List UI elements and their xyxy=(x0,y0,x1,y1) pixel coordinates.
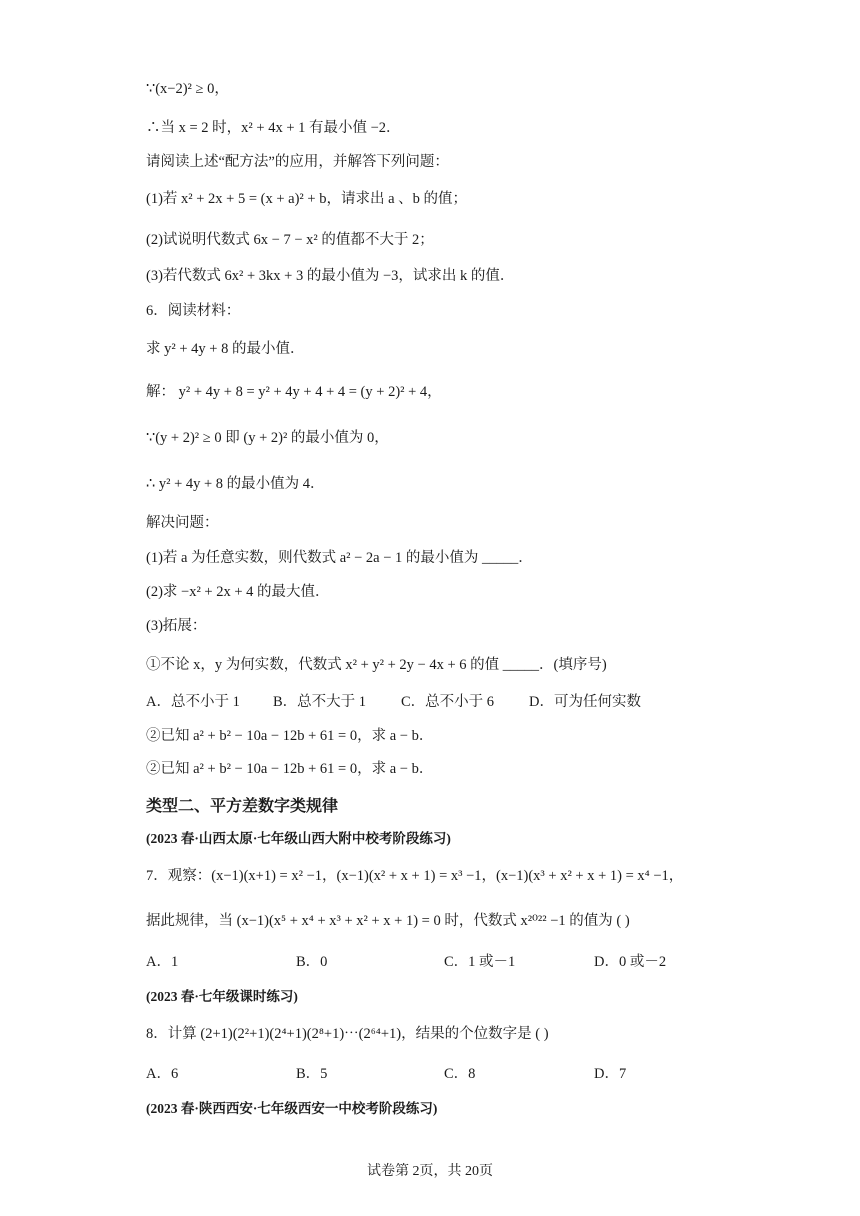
text-line: 请阅读上述“配方法”的应用，并解答下列问题： xyxy=(146,154,449,170)
choice-c: C．8 xyxy=(444,1066,476,1082)
choice-b: B．0 xyxy=(296,954,328,970)
text-line: ∵(x−2)² ≥ 0， xyxy=(146,81,229,97)
question-part-1: (1)若 x² + 2x + 5 = (x + a)² + b，请求出 a 、b 的值； xyxy=(146,191,468,207)
choice-d: D．7 xyxy=(594,1066,627,1082)
question-8-text: 8．计算 (2+1)(2²+1)(2⁴+1)(2⁸+1)⋯(2⁶⁴+1)，结果的个位数字是 ( ) xyxy=(146,1026,549,1042)
question-part-3: (3)拓展： xyxy=(146,618,207,634)
text-line: ∴当 x = 2 时，x² + 4x + 1 有最小值 −2． xyxy=(146,120,401,136)
text-line: 求 y² + 4y + 8 的最小值． xyxy=(146,341,305,357)
question-7-text: 据此规律，当 (x−1)(x⁵ + x⁴ + x³ + x² + x + 1) = 0 时，代数式 x²⁰²² −1 的值为 ( ) xyxy=(146,913,630,929)
choice-a: A．1 xyxy=(146,954,179,970)
page-footer: 试卷第 2页，共 20页 xyxy=(367,1164,493,1179)
question-part-1: (1)若 a 为任意实数，则代数式 a² − 2a − 1 的最小值为 _____． xyxy=(146,550,533,566)
choice-d: D．0 或－2 xyxy=(594,954,667,970)
choice-c: C．1 或－1 xyxy=(444,954,516,970)
text-line: ②已知 a² + b² − 10a − 12b + 61 = 0，求 a − b． xyxy=(146,761,434,777)
choice-b: B．总不大于 1 xyxy=(273,694,367,710)
text-line: 解决问题： xyxy=(146,515,219,531)
question-7-text: 7．观察：(x−1)(x+1) = x² −1，(x−1)(x² + x + 1) = x³ −1，(x−1)(x³ + x² + x + 1) = x⁴ −1， xyxy=(146,868,684,884)
question-part-3: (3)若代数式 6x² + 3kx + 3 的最小值为 −3，试求出 k 的值． xyxy=(146,268,515,284)
text-line: ∵(y + 2)² ≥ 0 即 (y + 2)² 的最小值为 0， xyxy=(146,430,389,446)
text-line: 解： y² + 4y + 8 = y² + 4y + 4 + 4 = (y + 2)² + 4， xyxy=(146,384,442,400)
question-source: (2023 春·陕西西安·七年级西安一中校考阶段练习) xyxy=(146,1101,438,1116)
choice-a: A．6 xyxy=(146,1066,179,1082)
text-line: ∴ y² + 4y + 8 的最小值为 4． xyxy=(146,476,325,492)
question-part-2: (2)求 −x² + 2x + 4 的最大值． xyxy=(146,584,330,600)
question-source: (2023 春·七年级课时练习) xyxy=(146,989,298,1004)
text-line: ②已知 a² + b² − 10a − 12b + 61 = 0，求 a − b． xyxy=(146,728,434,744)
choice-b: B．5 xyxy=(296,1066,328,1082)
question-source: (2023 春·山西太原·七年级山西大附中校考阶段练习) xyxy=(146,831,451,846)
question-6-title: 6．阅读材料： xyxy=(146,303,241,319)
choice-d: D．可为任何实数 xyxy=(529,694,641,710)
text-line: ①不论 x，y 为何实数，代数式 x² + y² + 2y − 4x + 6 的值 _____．(填序号) xyxy=(146,657,607,673)
choice-c: C．总不小于 6 xyxy=(401,694,495,710)
question-part-2: (2)试说明代数式 6x − 7 − x² 的值都不大于 2； xyxy=(146,232,434,248)
choice-a: A．总不小于 1 xyxy=(146,694,240,710)
section-heading: 类型二、平方差数字类规律 xyxy=(146,796,339,815)
